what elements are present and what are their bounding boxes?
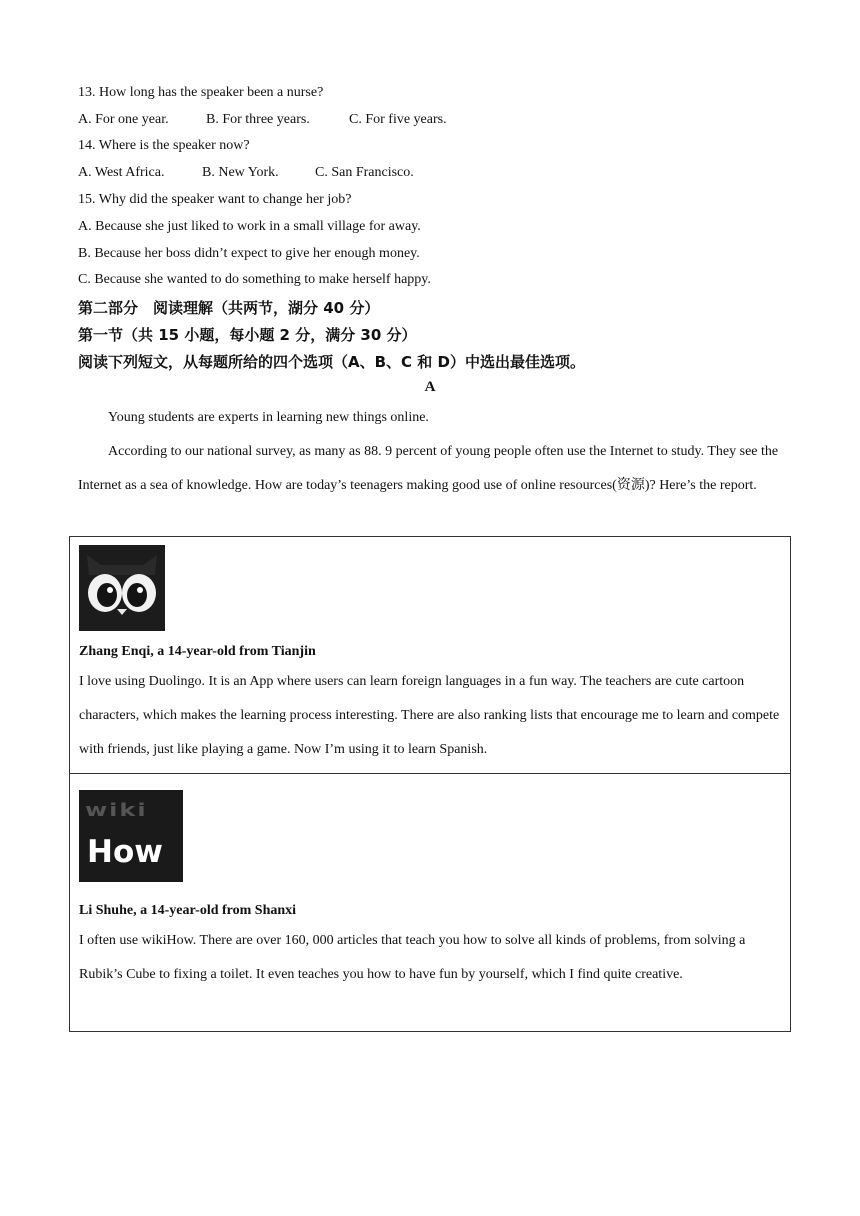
report-cell: [70, 537, 791, 774]
option: C. For five years.: [349, 112, 447, 127]
passage-paragraph-2: According to our national survey, as many as 88. 9 percent of young people often use the Internet to study. They see the Internet as a sea of knowledge. How are today’s teenagers making good use of online resources(资源)? Here’s the report.: [78, 444, 779, 493]
question-15-option-a: A. Because she just liked to work in a small village for away.: [78, 219, 421, 234]
question-15-option-b: B. Because her boss didn’t expect to give her enough money.: [78, 246, 420, 261]
logo-word-top: wiki: [85, 799, 148, 821]
question-13-stem: 13. How long has the speaker been a nurse?: [78, 85, 324, 100]
question-14-stem: 14. Where is the speaker now?: [78, 138, 250, 153]
report-table: [69, 536, 791, 1032]
logo-word: How: [87, 834, 163, 870]
student-name: Zhang Enqi, a 14-year-old from Tianjin: [79, 644, 316, 659]
option: C. San Francisco.: [315, 165, 414, 180]
passage-paragraph-1: Young students are experts in learning new things online.: [108, 410, 429, 425]
owl-logo-icon: [79, 545, 165, 631]
passage-label: A: [424, 379, 436, 395]
student-name: Li Shuhe, a 14-year-old from Shanxi: [79, 903, 297, 918]
option: B. New York.: [202, 165, 279, 180]
owl-logo-graphic: [79, 545, 165, 631]
student-testimony: I often use wikiHow. There are over 160, 000 articles that teach you how to solve all kinds of problems, from solving a Rubik’s Cube to fixing a toilet. It even teaches you how to have fun by yourself, which I find quite creative.: [79, 933, 746, 982]
report-row: [70, 537, 791, 774]
section-sub-title: 第一节（共 15 小题，每小题 2 分，满分 30 分）: [78, 326, 417, 344]
section-instruction: 阅读下列短文，从每题所给的四个选项（A、B、C 和 D）中选出最佳选项。: [78, 353, 585, 371]
report-cell: [70, 774, 791, 1032]
option: A. West Africa.: [78, 165, 165, 180]
wikihow-logo-icon: [79, 790, 183, 882]
report-row: [70, 774, 791, 1032]
question-15-option-c: C. Because she wanted to do something to make herself happy.: [78, 272, 431, 287]
question-13-options: [78, 112, 447, 128]
section-part-title: 第二部分 阅读理解（共两节，湖分 40 分）: [78, 299, 380, 317]
question-15-stem: 15. Why did the speaker want to change her job?: [78, 192, 352, 207]
question-14-options: [78, 165, 414, 181]
option: B. For three years.: [206, 112, 310, 127]
student-testimony: I love using Duolingo. It is an App where users can learn foreign languages in a fun way. The teachers are cute cartoon characters, which makes the learning process interesting. There are also ranking lists that encourage me to learn and compete with friends, just like playing a game. Now I’m using it to learn Spanish.: [79, 674, 780, 757]
option: A. For one year.: [78, 112, 169, 127]
